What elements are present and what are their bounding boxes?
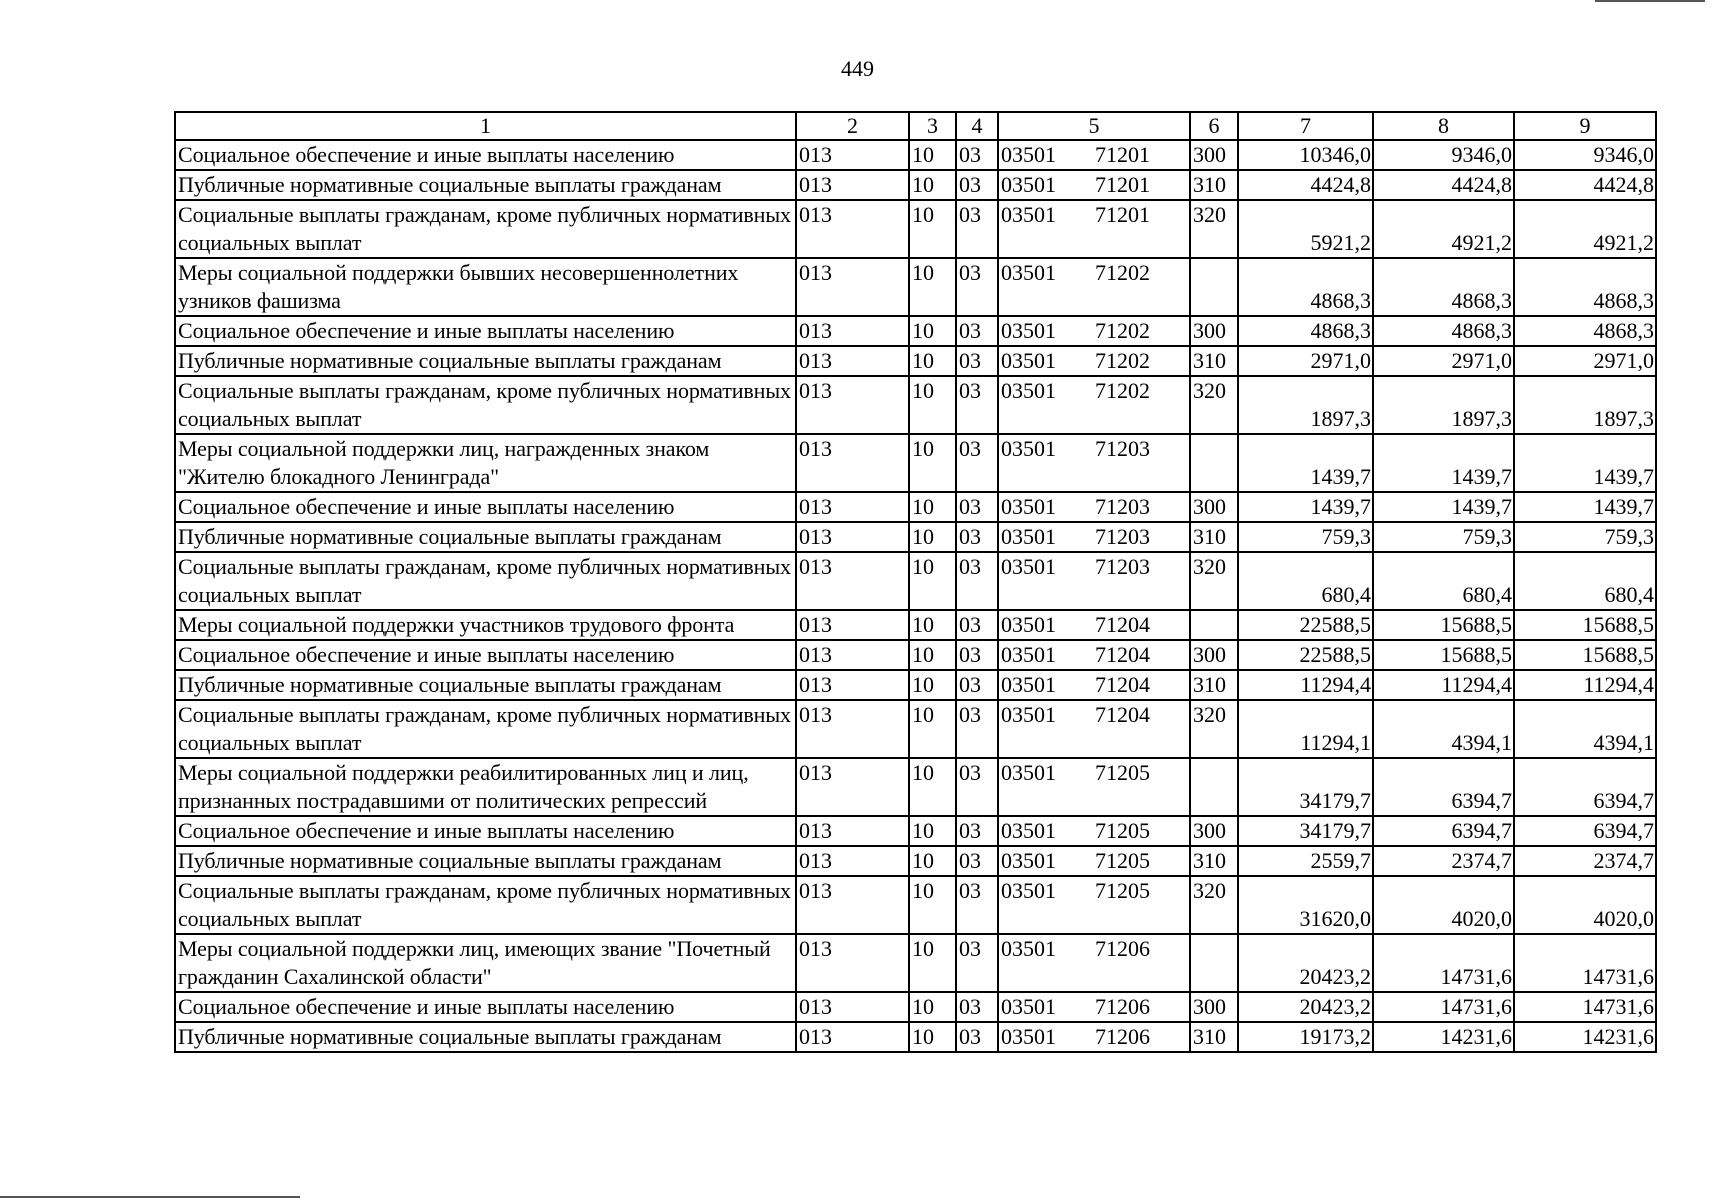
- code-target-item: 71205: [1095, 878, 1150, 903]
- row-description: Социальные выплаты гражданам, кроме публичных нормативных социальных выплат: [175, 376, 796, 434]
- code-target-article: [998, 700, 1190, 758]
- code-admin: 013: [796, 200, 909, 258]
- code-target-item: 71203: [1095, 494, 1150, 519]
- code-section: 10: [909, 876, 956, 934]
- code-admin: 013: [796, 1022, 909, 1052]
- amount-col-9: 15688,5: [1514, 610, 1656, 640]
- code-target-article: [998, 170, 1190, 200]
- code-subsection: 03: [956, 640, 998, 670]
- code-target-article: [998, 610, 1190, 640]
- amount-col-7: 20423,2: [1238, 992, 1373, 1022]
- amount-col-9: 14731,6: [1514, 992, 1656, 1022]
- table-row: [175, 552, 1656, 610]
- code-target-item: 71204: [1095, 612, 1150, 637]
- code-target-program: 03501: [1001, 612, 1056, 637]
- code-subsection: 03: [956, 1022, 998, 1052]
- table-row: [175, 670, 1656, 700]
- code-expense-type: 300: [1190, 140, 1238, 170]
- row-description: Социальное обеспечение и иные выплаты населению: [175, 140, 796, 170]
- code-expense-type: [1190, 434, 1238, 492]
- code-target-program: 03501: [1001, 436, 1056, 461]
- code-admin: 013: [796, 552, 909, 610]
- row-description: Меры социальной поддержки лиц, награжденных знаком "Жителю блокадного Ленинграда": [175, 434, 796, 492]
- row-description: Меры социальной поддержки реабилитированных лиц и лиц, признанных пострадавшими от политических репрессий: [175, 758, 796, 816]
- code-admin: 013: [796, 346, 909, 376]
- amount-col-8: 15688,5: [1373, 610, 1514, 640]
- code-admin: 013: [796, 700, 909, 758]
- code-subsection: 03: [956, 876, 998, 934]
- code-target-item: 71204: [1095, 672, 1150, 697]
- code-section: 10: [909, 758, 956, 816]
- amount-col-7: 4868,3: [1238, 316, 1373, 346]
- amount-col-7: 4868,3: [1238, 258, 1373, 316]
- code-target-item: 71206: [1095, 936, 1150, 961]
- amount-col-7: 4424,8: [1238, 170, 1373, 200]
- amount-col-9: 680,4: [1514, 552, 1656, 610]
- amount-col-8: 680,4: [1373, 552, 1514, 610]
- code-admin: 013: [796, 434, 909, 492]
- code-target-program: 03501: [1001, 936, 1056, 961]
- code-expense-type: 300: [1190, 816, 1238, 846]
- code-target-item: 71206: [1095, 1024, 1150, 1049]
- amount-col-9: 4868,3: [1514, 316, 1656, 346]
- amount-col-9: 4424,8: [1514, 170, 1656, 200]
- code-admin: 013: [796, 846, 909, 876]
- code-subsection: 03: [956, 670, 998, 700]
- code-subsection: 03: [956, 522, 998, 552]
- code-subsection: 03: [956, 140, 998, 170]
- code-section: 10: [909, 934, 956, 992]
- code-admin: 013: [796, 316, 909, 346]
- code-target-article: [998, 522, 1190, 552]
- amount-col-8: 6394,7: [1373, 758, 1514, 816]
- amount-col-8: 4868,3: [1373, 258, 1514, 316]
- header-cell: 7: [1238, 112, 1373, 140]
- code-admin: 013: [796, 640, 909, 670]
- code-target-program: 03501: [1001, 1024, 1056, 1049]
- code-target-item: 71201: [1095, 142, 1150, 167]
- code-target-item: 71204: [1095, 702, 1150, 727]
- row-description: Социальное обеспечение и иные выплаты населению: [175, 640, 796, 670]
- code-expense-type: 310: [1190, 170, 1238, 200]
- code-section: 10: [909, 610, 956, 640]
- table-row: [175, 140, 1656, 170]
- code-expense-type: 320: [1190, 876, 1238, 934]
- row-description: Социальные выплаты гражданам, кроме публичных нормативных социальных выплат: [175, 200, 796, 258]
- code-target-program: 03501: [1001, 378, 1056, 403]
- code-expense-type: 310: [1190, 1022, 1238, 1052]
- code-admin: 013: [796, 876, 909, 934]
- amount-col-8: 4868,3: [1373, 316, 1514, 346]
- amount-col-9: 1439,7: [1514, 434, 1656, 492]
- amount-col-9: 2374,7: [1514, 846, 1656, 876]
- table-row: [175, 934, 1656, 992]
- code-expense-type: 300: [1190, 992, 1238, 1022]
- code-target-program: 03501: [1001, 878, 1056, 903]
- amount-col-7: 19173,2: [1238, 1022, 1373, 1052]
- row-description: Публичные нормативные социальные выплаты гражданам: [175, 1022, 796, 1052]
- table-row: [175, 316, 1656, 346]
- code-target-program: 03501: [1001, 202, 1056, 227]
- code-target-program: 03501: [1001, 702, 1056, 727]
- table-row: [175, 258, 1656, 316]
- code-admin: 013: [796, 522, 909, 552]
- code-target-item: 71202: [1095, 318, 1150, 343]
- code-section: 10: [909, 700, 956, 758]
- code-target-program: 03501: [1001, 848, 1056, 873]
- amount-col-9: 2971,0: [1514, 346, 1656, 376]
- code-section: 10: [909, 492, 956, 522]
- code-target-article: [998, 876, 1190, 934]
- code-section: 10: [909, 140, 956, 170]
- code-expense-type: [1190, 758, 1238, 816]
- code-target-program: 03501: [1001, 672, 1056, 697]
- table-row: [175, 758, 1656, 816]
- amount-col-8: 14231,6: [1373, 1022, 1514, 1052]
- amount-col-8: 6394,7: [1373, 816, 1514, 846]
- code-expense-type: 310: [1190, 522, 1238, 552]
- code-target-item: 71205: [1095, 848, 1150, 873]
- code-subsection: 03: [956, 610, 998, 640]
- code-target-program: 03501: [1001, 260, 1056, 285]
- amount-col-8: 9346,0: [1373, 140, 1514, 170]
- code-subsection: 03: [956, 758, 998, 816]
- code-target-program: 03501: [1001, 642, 1056, 667]
- code-target-item: 71202: [1095, 378, 1150, 403]
- amount-col-9: 14731,6: [1514, 934, 1656, 992]
- code-target-program: 03501: [1001, 142, 1056, 167]
- code-target-item: 71203: [1095, 436, 1150, 461]
- code-subsection: 03: [956, 816, 998, 846]
- amount-col-8: 4394,1: [1373, 700, 1514, 758]
- code-expense-type: [1190, 258, 1238, 316]
- row-description: Публичные нормативные социальные выплаты гражданам: [175, 670, 796, 700]
- code-target-item: 71202: [1095, 348, 1150, 373]
- code-subsection: 03: [956, 846, 998, 876]
- code-admin: 013: [796, 492, 909, 522]
- code-admin: 013: [796, 140, 909, 170]
- code-target-article: [998, 992, 1190, 1022]
- table-row: [175, 170, 1656, 200]
- header-cell: 9: [1514, 112, 1656, 140]
- table-row: [175, 610, 1656, 640]
- code-target-article: [998, 140, 1190, 170]
- amount-col-7: 22588,5: [1238, 610, 1373, 640]
- code-target-program: 03501: [1001, 318, 1056, 343]
- code-target-item: 71205: [1095, 760, 1150, 785]
- row-description: Публичные нормативные социальные выплаты гражданам: [175, 846, 796, 876]
- amount-col-8: 1439,7: [1373, 492, 1514, 522]
- amount-col-7: 22588,5: [1238, 640, 1373, 670]
- amount-col-8: 2971,0: [1373, 346, 1514, 376]
- table-row: [175, 1022, 1656, 1052]
- amount-col-7: 10346,0: [1238, 140, 1373, 170]
- code-target-item: 71201: [1095, 202, 1150, 227]
- table-row: [175, 434, 1656, 492]
- amount-col-8: 15688,5: [1373, 640, 1514, 670]
- amount-col-8: 14731,6: [1373, 934, 1514, 992]
- header-cell: 1: [175, 112, 796, 140]
- table-row: [175, 992, 1656, 1022]
- code-section: 10: [909, 992, 956, 1022]
- code-subsection: 03: [956, 258, 998, 316]
- code-target-item: 71201: [1095, 172, 1150, 197]
- code-subsection: 03: [956, 170, 998, 200]
- amount-col-8: 4020,0: [1373, 876, 1514, 934]
- amount-col-7: 1439,7: [1238, 492, 1373, 522]
- code-subsection: 03: [956, 492, 998, 522]
- table-row: [175, 346, 1656, 376]
- amount-col-9: 4868,3: [1514, 258, 1656, 316]
- code-section: 10: [909, 346, 956, 376]
- row-description: Социальное обеспечение и иные выплаты населению: [175, 816, 796, 846]
- code-section: 10: [909, 640, 956, 670]
- code-target-article: [998, 346, 1190, 376]
- code-admin: 013: [796, 992, 909, 1022]
- amount-col-9: 15688,5: [1514, 640, 1656, 670]
- amount-col-8: 1439,7: [1373, 434, 1514, 492]
- code-admin: 013: [796, 258, 909, 316]
- code-admin: 013: [796, 376, 909, 434]
- code-section: 10: [909, 434, 956, 492]
- code-subsection: 03: [956, 992, 998, 1022]
- amount-col-7: 1439,7: [1238, 434, 1373, 492]
- code-subsection: 03: [956, 700, 998, 758]
- amount-col-8: 11294,4: [1373, 670, 1514, 700]
- code-expense-type: 320: [1190, 376, 1238, 434]
- code-target-article: [998, 816, 1190, 846]
- code-expense-type: 310: [1190, 846, 1238, 876]
- code-section: 10: [909, 522, 956, 552]
- amount-col-9: 9346,0: [1514, 140, 1656, 170]
- code-section: 10: [909, 258, 956, 316]
- row-description: Социальные выплаты гражданам, кроме публичных нормативных социальных выплат: [175, 552, 796, 610]
- code-target-article: [998, 758, 1190, 816]
- row-description: Социальные выплаты гражданам, кроме публичных нормативных социальных выплат: [175, 700, 796, 758]
- code-subsection: 03: [956, 376, 998, 434]
- header-cell: 2: [796, 112, 909, 140]
- code-target-program: 03501: [1001, 818, 1056, 843]
- code-section: 10: [909, 200, 956, 258]
- budget-table: [174, 111, 1657, 1053]
- code-subsection: 03: [956, 434, 998, 492]
- code-expense-type: 300: [1190, 640, 1238, 670]
- amount-col-9: 6394,7: [1514, 758, 1656, 816]
- header-row: [175, 112, 1656, 140]
- code-target-item: 71204: [1095, 642, 1150, 667]
- code-section: 10: [909, 552, 956, 610]
- amount-col-7: 11294,4: [1238, 670, 1373, 700]
- code-expense-type: 300: [1190, 316, 1238, 346]
- amount-col-8: 4921,2: [1373, 200, 1514, 258]
- code-expense-type: [1190, 934, 1238, 992]
- code-target-article: [998, 376, 1190, 434]
- code-target-program: 03501: [1001, 348, 1056, 373]
- code-target-program: 03501: [1001, 760, 1056, 785]
- code-subsection: 03: [956, 346, 998, 376]
- amount-col-7: 34179,7: [1238, 816, 1373, 846]
- page-number: 449: [841, 56, 874, 81]
- code-admin: 013: [796, 816, 909, 846]
- code-section: 10: [909, 846, 956, 876]
- amount-col-8: 14731,6: [1373, 992, 1514, 1022]
- table-row: [175, 376, 1656, 434]
- code-section: 10: [909, 816, 956, 846]
- code-section: 10: [909, 1022, 956, 1052]
- code-target-item: 71205: [1095, 818, 1150, 843]
- code-target-article: [998, 670, 1190, 700]
- amount-col-7: 11294,1: [1238, 700, 1373, 758]
- code-section: 10: [909, 670, 956, 700]
- table-row: [175, 816, 1656, 846]
- code-section: 10: [909, 316, 956, 346]
- code-target-article: [998, 1022, 1190, 1052]
- row-description: Меры социальной поддержки лиц, имеющих звание "Почетный гражданин Сахалинской области": [175, 934, 796, 992]
- amount-col-7: 5921,2: [1238, 200, 1373, 258]
- amount-col-8: 759,3: [1373, 522, 1514, 552]
- amount-col-7: 1897,3: [1238, 376, 1373, 434]
- header-cell: 5: [998, 112, 1190, 140]
- row-description: Социальное обеспечение и иные выплаты населению: [175, 316, 796, 346]
- scan-artifact-top: [1595, 0, 1705, 2]
- table-row: [175, 846, 1656, 876]
- row-description: Социальные выплаты гражданам, кроме публичных нормативных социальных выплат: [175, 876, 796, 934]
- table-row: [175, 492, 1656, 522]
- table-row: [175, 640, 1656, 670]
- code-target-article: [998, 434, 1190, 492]
- code-target-program: 03501: [1001, 554, 1056, 579]
- table-row: [175, 200, 1656, 258]
- code-target-article: [998, 316, 1190, 346]
- amount-col-7: 34179,7: [1238, 758, 1373, 816]
- code-target-article: [998, 492, 1190, 522]
- header-cell: 6: [1190, 112, 1238, 140]
- code-subsection: 03: [956, 316, 998, 346]
- amount-col-7: 759,3: [1238, 522, 1373, 552]
- row-description: Меры социальной поддержки бывших несовершеннолетних узников фашизма: [175, 258, 796, 316]
- code-target-item: 71203: [1095, 524, 1150, 549]
- amount-col-9: 1439,7: [1514, 492, 1656, 522]
- table-body: [175, 140, 1656, 1052]
- row-description: Меры социальной поддержки участников трудового фронта: [175, 610, 796, 640]
- amount-col-9: 4020,0: [1514, 876, 1656, 934]
- code-subsection: 03: [956, 200, 998, 258]
- amount-col-8: 2374,7: [1373, 846, 1514, 876]
- table-row: [175, 522, 1656, 552]
- code-target-item: 71203: [1095, 554, 1150, 579]
- code-expense-type: 310: [1190, 346, 1238, 376]
- code-target-article: [998, 200, 1190, 258]
- row-description: Публичные нормативные социальные выплаты гражданам: [175, 346, 796, 376]
- code-expense-type: 300: [1190, 492, 1238, 522]
- amount-col-9: 4394,1: [1514, 700, 1656, 758]
- amount-col-8: 1897,3: [1373, 376, 1514, 434]
- code-expense-type: 320: [1190, 200, 1238, 258]
- code-target-article: [998, 846, 1190, 876]
- header-cell: 4: [956, 112, 998, 140]
- amount-col-7: 2971,0: [1238, 346, 1373, 376]
- header-cell: 3: [909, 112, 956, 140]
- scan-artifact-bottom: [0, 1196, 300, 1198]
- code-target-program: 03501: [1001, 524, 1056, 549]
- amount-col-9: 1897,3: [1514, 376, 1656, 434]
- code-target-article: [998, 258, 1190, 316]
- row-description: Публичные нормативные социальные выплаты гражданам: [175, 522, 796, 552]
- amount-col-9: 14231,6: [1514, 1022, 1656, 1052]
- code-admin: 013: [796, 670, 909, 700]
- row-description: Социальное обеспечение и иные выплаты населению: [175, 992, 796, 1022]
- code-admin: 013: [796, 758, 909, 816]
- code-target-item: 71206: [1095, 994, 1150, 1019]
- code-target-program: 03501: [1001, 994, 1056, 1019]
- table-row: [175, 700, 1656, 758]
- amount-col-7: 680,4: [1238, 552, 1373, 610]
- amount-col-9: 759,3: [1514, 522, 1656, 552]
- row-description: Социальное обеспечение и иные выплаты населению: [175, 492, 796, 522]
- code-expense-type: 320: [1190, 700, 1238, 758]
- amount-col-8: 4424,8: [1373, 170, 1514, 200]
- code-subsection: 03: [956, 552, 998, 610]
- code-target-item: 71202: [1095, 260, 1150, 285]
- code-target-article: [998, 934, 1190, 992]
- amount-col-9: 6394,7: [1514, 816, 1656, 846]
- code-target-program: 03501: [1001, 494, 1056, 519]
- table-row: [175, 876, 1656, 934]
- code-admin: 013: [796, 610, 909, 640]
- amount-col-7: 31620,0: [1238, 876, 1373, 934]
- header-cell: 8: [1373, 112, 1514, 140]
- code-section: 10: [909, 170, 956, 200]
- amount-col-9: 11294,4: [1514, 670, 1656, 700]
- code-section: 10: [909, 376, 956, 434]
- code-subsection: 03: [956, 934, 998, 992]
- amount-col-7: 20423,2: [1238, 934, 1373, 992]
- code-target-program: 03501: [1001, 172, 1056, 197]
- amount-col-7: 2559,7: [1238, 846, 1373, 876]
- code-target-article: [998, 552, 1190, 610]
- code-admin: 013: [796, 934, 909, 992]
- code-admin: 013: [796, 170, 909, 200]
- code-expense-type: 310: [1190, 670, 1238, 700]
- amount-col-9: 4921,2: [1514, 200, 1656, 258]
- row-description: Публичные нормативные социальные выплаты гражданам: [175, 170, 796, 200]
- code-target-article: [998, 640, 1190, 670]
- code-expense-type: [1190, 610, 1238, 640]
- code-expense-type: 320: [1190, 552, 1238, 610]
